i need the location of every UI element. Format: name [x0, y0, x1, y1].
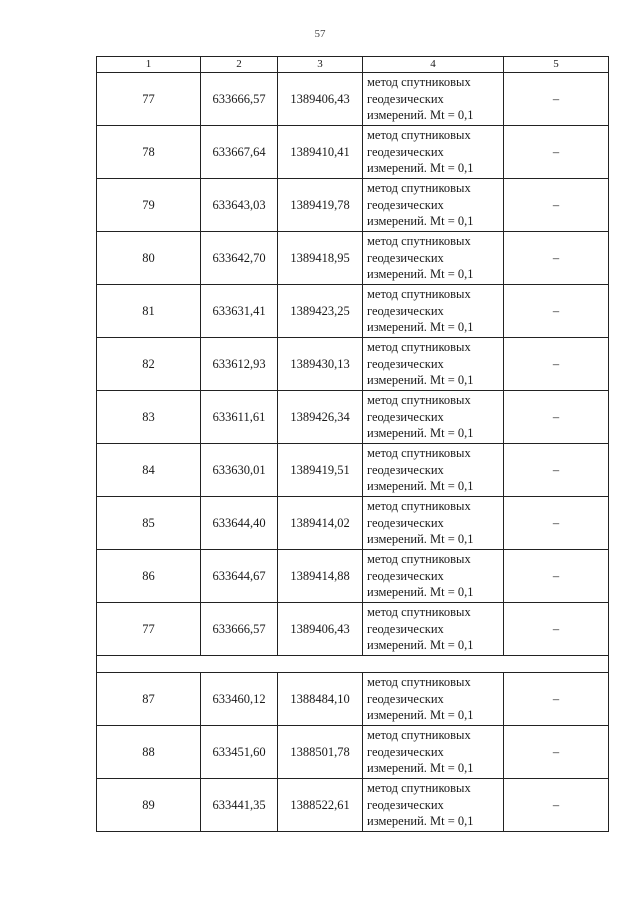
coordinate-y: 1388501,78 [278, 726, 363, 779]
method-line-1: метод спутниковых [367, 234, 471, 249]
method-line-1: метод спутниковых [367, 728, 471, 743]
table-row [97, 726, 609, 779]
table-row [97, 497, 609, 550]
method-line-1: метод спутниковых [367, 675, 471, 690]
coordinate-y: 1388484,10 [278, 673, 363, 726]
column-5-value [504, 73, 609, 126]
method-cell [363, 603, 504, 656]
method-line-1: метод спутниковых [367, 181, 471, 196]
dash-mark: – [552, 197, 560, 212]
dash-mark: – [552, 515, 560, 530]
method-line-2: геодезических [367, 356, 444, 371]
method-cell [363, 338, 504, 391]
method-line-3: измерений. Mt = 0,1 [367, 267, 474, 282]
coordinate-y: 1389414,02 [278, 497, 363, 550]
coordinate-y: 1389414,88 [278, 550, 363, 603]
column-5-value [504, 726, 609, 779]
dash-mark: – [552, 409, 560, 424]
coordinate-x: 633460,12 [201, 673, 278, 726]
method-line-2: геодезических [367, 144, 444, 159]
method-line-3: измерений. Mt = 0,1 [367, 373, 474, 388]
column-header-3: 3 [278, 57, 363, 73]
table-row [97, 338, 609, 391]
column-header-5: 5 [504, 57, 609, 73]
column-header-2: 2 [201, 57, 278, 73]
table-row [97, 73, 609, 126]
coordinate-y: 1389419,78 [278, 179, 363, 232]
dash-mark: – [552, 797, 560, 812]
table-row [97, 779, 609, 832]
point-number: 86 [97, 550, 201, 603]
column-5-value [504, 126, 609, 179]
method-cell [363, 497, 504, 550]
point-number: 78 [97, 126, 201, 179]
method-cell [363, 779, 504, 832]
method-line-1: метод спутниковых [367, 340, 471, 355]
column-5-value [504, 391, 609, 444]
coordinate-x: 633644,67 [201, 550, 278, 603]
coordinates-table [96, 56, 609, 832]
point-number: 89 [97, 779, 201, 832]
method-line-2: геодезических [367, 744, 444, 759]
page-number: 57 [314, 28, 326, 40]
method-line-3: измерений. Mt = 0,1 [367, 161, 474, 176]
dash-mark: – [552, 303, 560, 318]
method-cell [363, 391, 504, 444]
method-line-1: метод спутниковых [367, 128, 471, 143]
method-cell [363, 126, 504, 179]
dash-mark: – [552, 462, 560, 477]
point-number: 88 [97, 726, 201, 779]
coordinate-y: 1389423,25 [278, 285, 363, 338]
method-line-1: метод спутниковых [367, 75, 471, 90]
column-5-value [504, 779, 609, 832]
column-5-value [504, 285, 609, 338]
coordinate-y: 1388522,61 [278, 779, 363, 832]
dash-mark: – [552, 250, 560, 265]
coordinate-y: 1389410,41 [278, 126, 363, 179]
column-5-value [504, 603, 609, 656]
coordinate-y: 1389430,13 [278, 338, 363, 391]
column-5-value [504, 232, 609, 285]
point-number: 82 [97, 338, 201, 391]
method-cell [363, 73, 504, 126]
column-header-4: 4 [363, 57, 504, 73]
point-number: 83 [97, 391, 201, 444]
method-cell [363, 550, 504, 603]
method-line-2: геодезических [367, 797, 444, 812]
method-line-1: метод спутниковых [367, 552, 471, 567]
dash-mark: – [552, 144, 560, 159]
method-line-2: геодезических [367, 515, 444, 530]
method-line-2: геодезических [367, 91, 444, 106]
method-line-3: измерений. Mt = 0,1 [367, 426, 474, 441]
method-line-2: геодезических [367, 197, 444, 212]
point-number: 77 [97, 603, 201, 656]
separator-cell [97, 656, 609, 673]
method-line-3: измерений. Mt = 0,1 [367, 814, 474, 829]
method-cell [363, 444, 504, 497]
coordinate-y: 1389426,34 [278, 391, 363, 444]
method-line-2: геодезических [367, 303, 444, 318]
table-row [97, 126, 609, 179]
method-line-3: измерений. Mt = 0,1 [367, 708, 474, 723]
coordinate-x: 633612,93 [201, 338, 278, 391]
method-line-1: метод спутниковых [367, 605, 471, 620]
table-row [97, 179, 609, 232]
section-separator-row [97, 656, 609, 673]
coordinate-x: 633666,57 [201, 603, 278, 656]
point-number: 77 [97, 73, 201, 126]
point-number: 85 [97, 497, 201, 550]
column-5-value [504, 550, 609, 603]
point-number: 84 [97, 444, 201, 497]
method-cell [363, 232, 504, 285]
table-row [97, 391, 609, 444]
method-line-1: метод спутниковых [367, 781, 471, 796]
point-number: 79 [97, 179, 201, 232]
point-number: 81 [97, 285, 201, 338]
table-row [97, 603, 609, 656]
dash-mark: – [552, 356, 560, 371]
coordinate-x: 633642,70 [201, 232, 278, 285]
method-line-3: измерений. Mt = 0,1 [367, 638, 474, 653]
coordinate-x: 633441,35 [201, 779, 278, 832]
dash-mark: – [552, 744, 560, 759]
column-header-1: 1 [97, 57, 201, 73]
point-number: 87 [97, 673, 201, 726]
method-line-2: геодезических [367, 250, 444, 265]
table-row [97, 673, 609, 726]
method-line-2: геодезических [367, 691, 444, 706]
method-line-1: метод спутниковых [367, 393, 471, 408]
table-row [97, 285, 609, 338]
coordinate-x: 633631,41 [201, 285, 278, 338]
dash-mark: – [552, 621, 560, 636]
dash-mark: – [552, 691, 560, 706]
column-5-value [504, 179, 609, 232]
method-cell [363, 179, 504, 232]
method-line-3: измерений. Mt = 0,1 [367, 761, 474, 776]
method-line-1: метод спутниковых [367, 446, 471, 461]
column-5-value [504, 338, 609, 391]
coordinate-x: 633451,60 [201, 726, 278, 779]
method-line-3: измерений. Mt = 0,1 [367, 214, 474, 229]
method-line-3: измерений. Mt = 0,1 [367, 320, 474, 335]
method-line-3: измерений. Mt = 0,1 [367, 108, 474, 123]
coordinate-y: 1389419,51 [278, 444, 363, 497]
method-cell [363, 726, 504, 779]
method-cell [363, 285, 504, 338]
method-line-3: измерений. Mt = 0,1 [367, 585, 474, 600]
method-line-2: геодезических [367, 462, 444, 477]
column-5-value [504, 497, 609, 550]
coordinate-x: 633630,01 [201, 444, 278, 497]
method-cell [363, 673, 504, 726]
method-line-1: метод спутниковых [367, 499, 471, 514]
column-5-value [504, 673, 609, 726]
table-body [97, 73, 609, 832]
coordinate-y: 1389406,43 [278, 73, 363, 126]
table-header [97, 57, 609, 73]
method-line-1: метод спутниковых [367, 287, 471, 302]
dash-mark: – [552, 91, 560, 106]
table-row [97, 550, 609, 603]
table-row [97, 444, 609, 497]
dash-mark: – [552, 568, 560, 583]
method-line-3: измерений. Mt = 0,1 [367, 479, 474, 494]
coordinate-y: 1389418,95 [278, 232, 363, 285]
coordinate-x: 633611,61 [201, 391, 278, 444]
coordinate-x: 633644,40 [201, 497, 278, 550]
coordinate-x: 633643,03 [201, 179, 278, 232]
method-line-2: геодезических [367, 568, 444, 583]
point-number: 80 [97, 232, 201, 285]
table-row [97, 232, 609, 285]
coordinate-x: 633666,57 [201, 73, 278, 126]
method-line-2: геодезических [367, 621, 444, 636]
coordinate-y: 1389406,43 [278, 603, 363, 656]
method-line-3: измерений. Mt = 0,1 [367, 532, 474, 547]
coordinate-x: 633667,64 [201, 126, 278, 179]
column-5-value [504, 444, 609, 497]
method-line-2: геодезических [367, 409, 444, 424]
